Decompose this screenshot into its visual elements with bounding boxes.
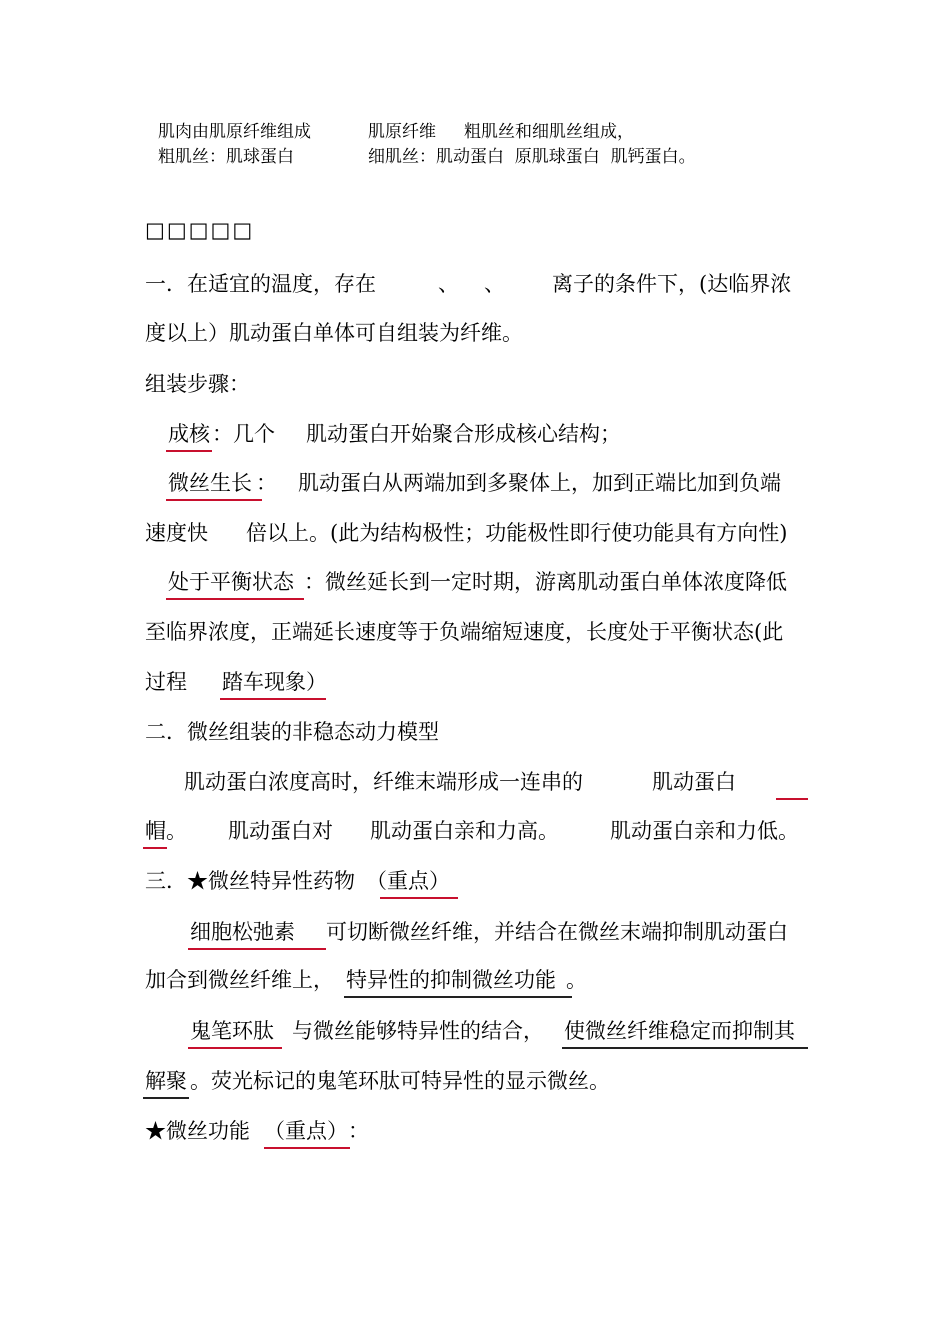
paragraph-line: ：微丝延长到一定时期，游离肌动蛋白单体浓度降低 bbox=[304, 570, 787, 594]
underline bbox=[776, 798, 808, 800]
key-point-tag: （重点） bbox=[366, 869, 450, 893]
paragraph-line: 离子的条件下，(达临界浓 bbox=[552, 272, 792, 296]
term-equilibrium: 处于平衡状态 bbox=[168, 570, 294, 594]
paragraph-line: 肌动蛋白对 bbox=[228, 819, 333, 843]
term-treadmilling: 踏车现象 bbox=[222, 670, 306, 694]
term-cytochalasin: 细胞松弛素 bbox=[190, 920, 295, 944]
underline bbox=[220, 698, 326, 700]
paragraph-line: ） bbox=[306, 670, 327, 694]
underline bbox=[188, 1047, 282, 1049]
paragraph-line: ： bbox=[348, 1119, 369, 1143]
steps-label: 组装步骤： bbox=[145, 372, 250, 396]
paragraph-line: 肌动蛋白从两端加到多聚体上，加到正端比加到负端 bbox=[298, 471, 781, 495]
paragraph-line: 倍以上。(此为结构极性；功能极性即行使功能具有方向性) bbox=[246, 521, 788, 545]
paragraph-line: 可切断微丝纤维，并结合在微丝末端抑制肌动蛋白 bbox=[326, 920, 788, 944]
term-growth: 微丝生长 bbox=[168, 471, 252, 495]
underline bbox=[264, 1147, 350, 1149]
paragraph-line: 肌动蛋白浓度高时，纤维末端形成一连串的 bbox=[184, 770, 583, 794]
underline bbox=[143, 847, 167, 849]
intro-text: 粗肌丝和细肌丝组成， bbox=[464, 122, 634, 142]
underline bbox=[143, 1097, 189, 1099]
underline bbox=[166, 499, 262, 501]
section-title: 三．★微丝特异性药物 bbox=[145, 869, 355, 893]
section-title: 二．微丝组装的非稳态动力模型 bbox=[145, 720, 439, 744]
underline bbox=[166, 450, 212, 452]
underline bbox=[166, 598, 304, 600]
paragraph-line: 、 bbox=[484, 272, 505, 296]
paragraph-line: 至临界浓度，正端延长速度等于负端缩短速度，长度处于平衡状态(此 bbox=[145, 620, 784, 644]
underline bbox=[188, 948, 326, 950]
paragraph-line: 一．在适宜的温度，存在 bbox=[145, 272, 376, 296]
section-title: ★微丝功能 bbox=[145, 1119, 250, 1143]
paragraph-line: 与微丝能够特异性的结合， bbox=[292, 1019, 544, 1043]
key-phrase: 使微丝纤维稳定而抑制其 bbox=[564, 1019, 795, 1043]
paragraph-line: 过程 bbox=[145, 670, 187, 694]
paragraph-line: ：几个 bbox=[212, 422, 275, 446]
term-nucleation: 成核 bbox=[168, 422, 210, 446]
paragraph-line: 度以上）肌动蛋白单体可自组装为纤维。 bbox=[145, 321, 523, 345]
paragraph-line: 。 bbox=[166, 819, 187, 843]
paragraph-line: ： bbox=[256, 471, 277, 495]
paragraph-line: 肌动蛋白亲和力高。 bbox=[370, 819, 559, 843]
paragraph-line: 速度快 bbox=[145, 521, 208, 545]
section-heading: □□□□□ bbox=[145, 218, 255, 242]
paragraph-line: 肌动蛋白 bbox=[652, 770, 736, 794]
paragraph-line: 。 bbox=[566, 968, 587, 992]
intro-text: 肌原纤维 bbox=[368, 122, 436, 142]
key-phrase: 解聚 bbox=[145, 1069, 187, 1093]
term-phalloidin: 鬼笔环肽 bbox=[190, 1019, 274, 1043]
intro-text: 肌肉由肌原纤维组成 bbox=[158, 122, 311, 142]
paragraph-line: 肌动蛋白亲和力低。 bbox=[610, 819, 799, 843]
intro-text: 细肌丝：肌动蛋白 原肌球蛋白 肌钙蛋白。 bbox=[368, 147, 696, 167]
paragraph-line: 帽 bbox=[145, 819, 166, 843]
underline bbox=[344, 996, 572, 998]
key-point-tag: （重点） bbox=[264, 1119, 348, 1143]
intro-text: 粗肌丝：肌球蛋白 bbox=[158, 147, 294, 167]
paragraph-line: 加合到微丝纤维上， bbox=[145, 968, 334, 992]
paragraph-line: 肌动蛋白开始聚合形成核心结构； bbox=[306, 422, 621, 446]
key-phrase: 特异性的抑制微丝功能 bbox=[346, 968, 556, 992]
underline bbox=[562, 1047, 808, 1049]
underline bbox=[380, 897, 458, 899]
paragraph-line: 。荧光标记的鬼笔环肽可特异性的显示微丝。 bbox=[190, 1069, 610, 1093]
paragraph-line: 、 bbox=[438, 272, 459, 296]
